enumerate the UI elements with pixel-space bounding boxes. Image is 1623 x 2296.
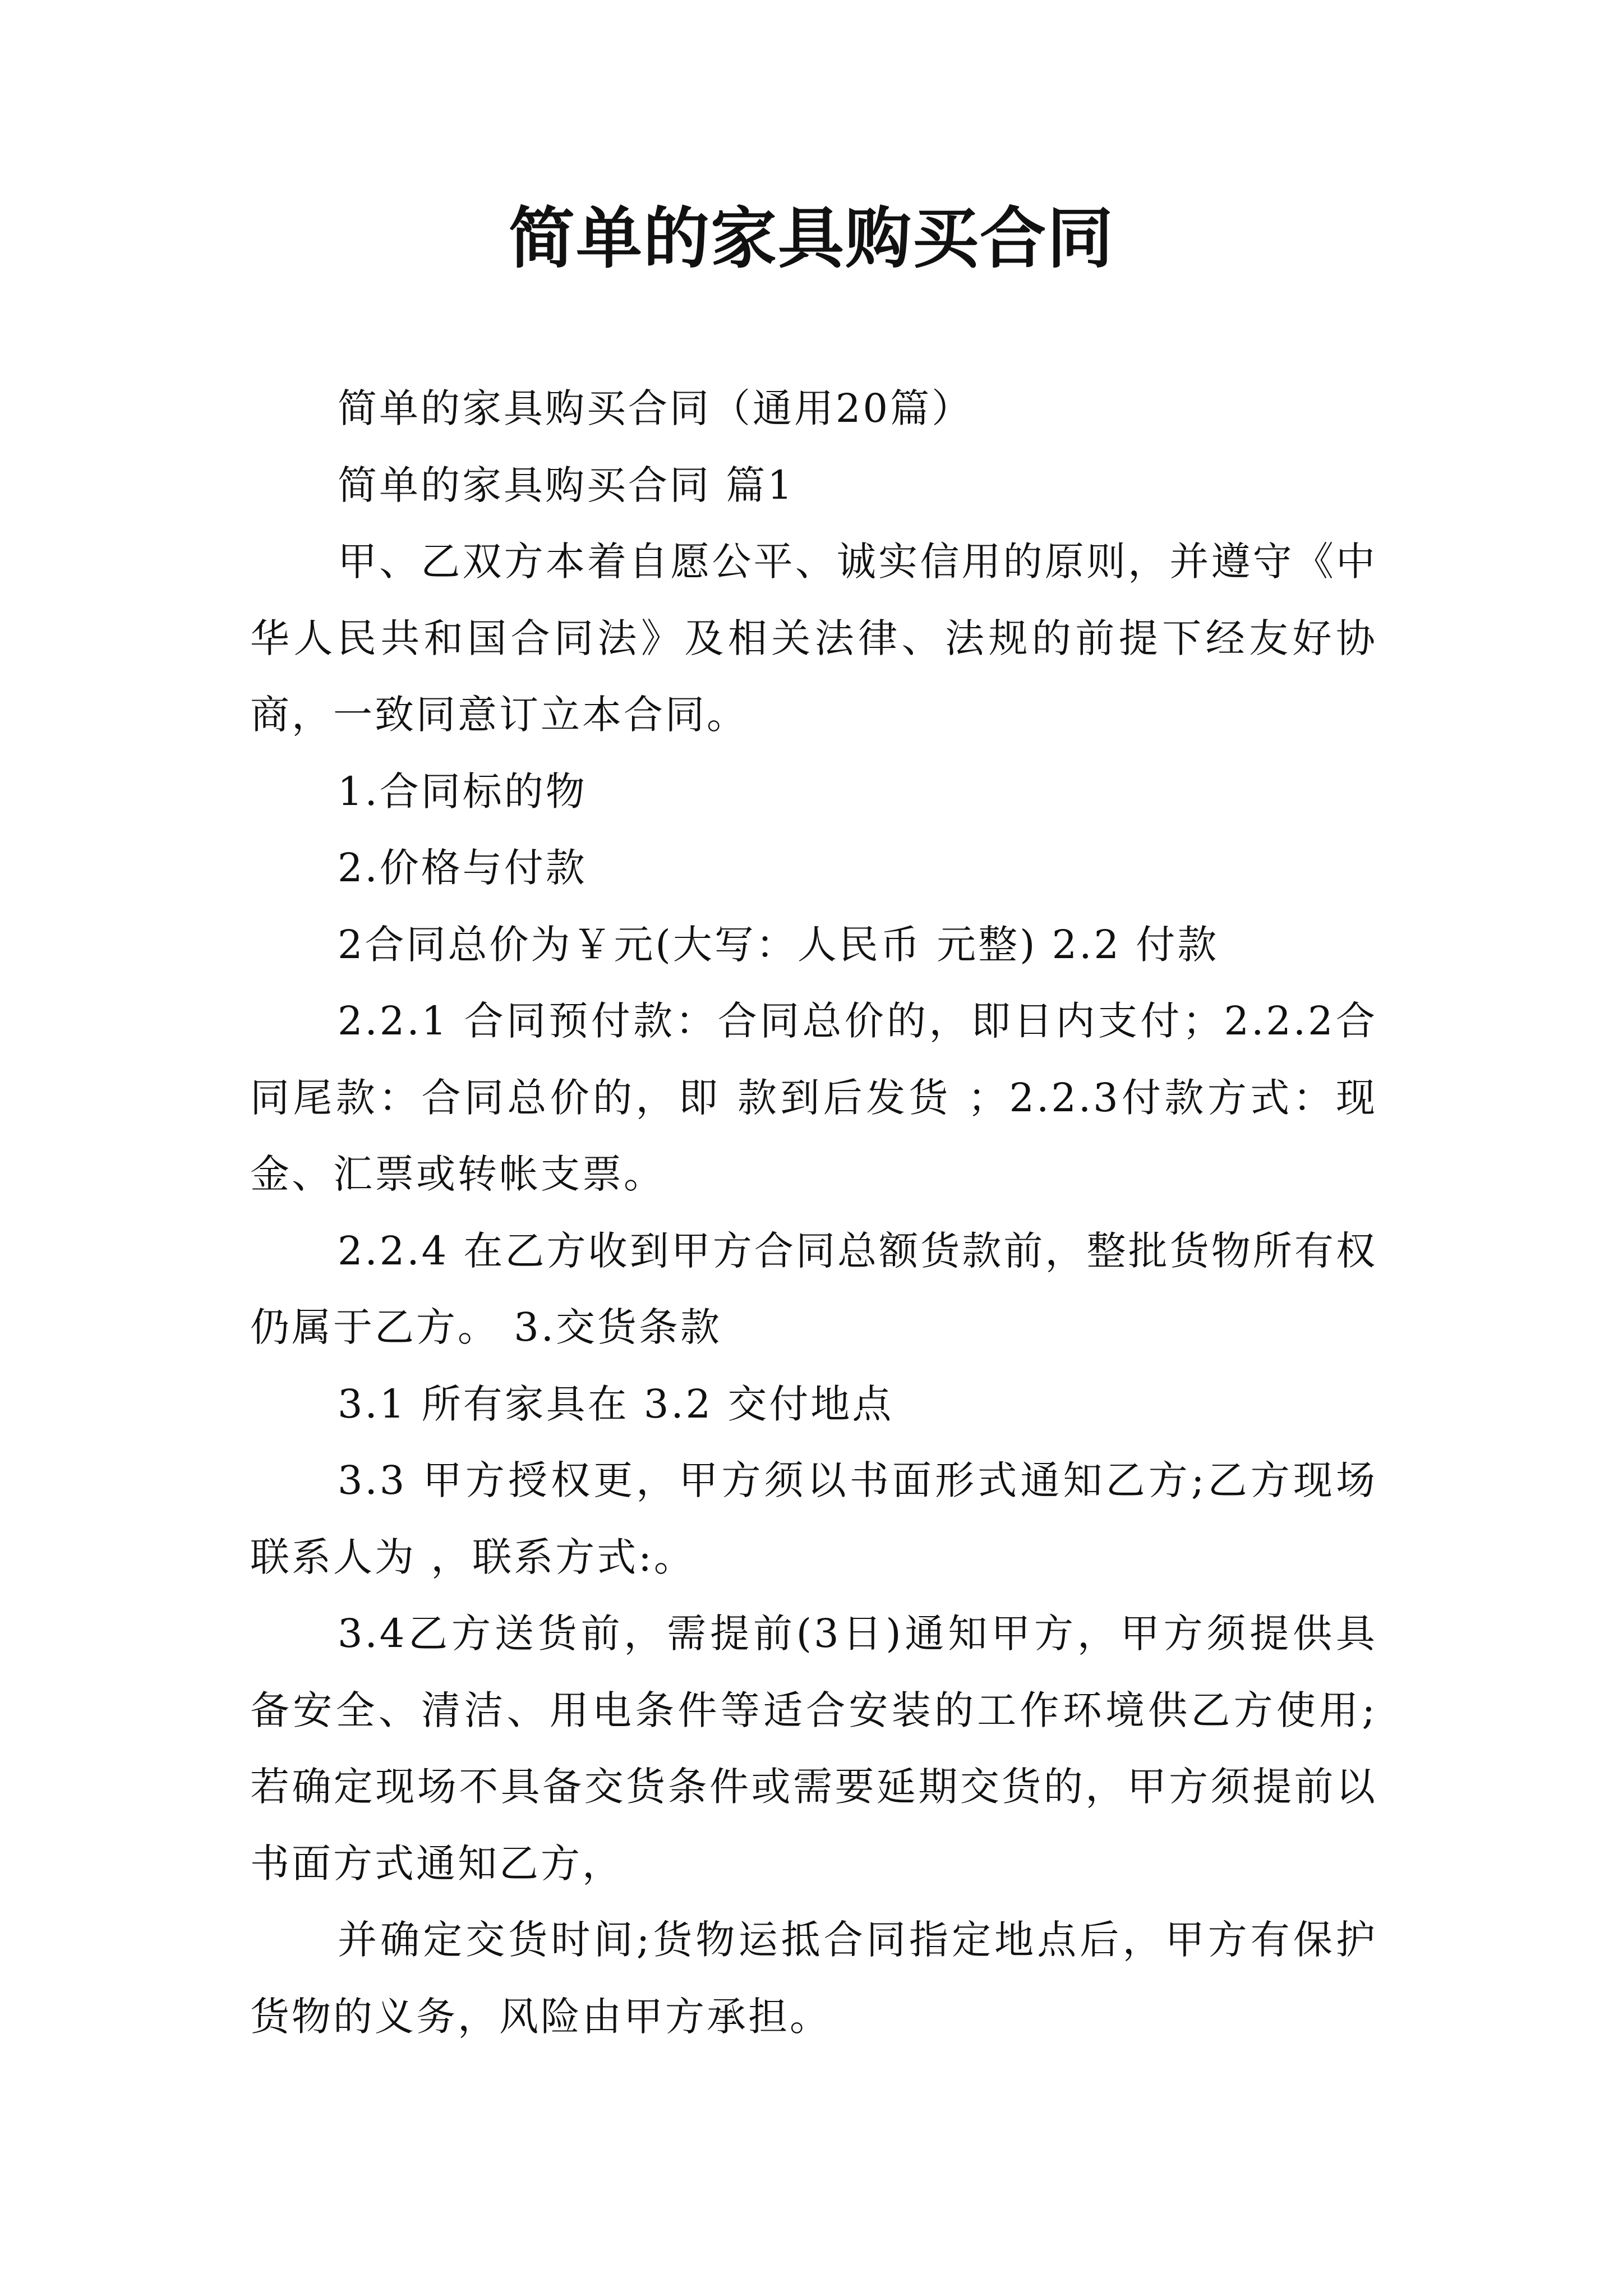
paragraph-chapter-heading: 简单的家具购买合同 篇1: [338, 462, 795, 508]
paragraph-preamble: 甲、乙双方本着自愿公平、诚实信用的原则，并遵守《中华人民共和国合同法》及相关法律、法规的前提下经友好协商，一致同意订立本合同。: [250, 539, 1377, 738]
paragraph-clause-2-2-4: 2.2.4 在乙方收到甲方合同总额货款前，整批货物所有权仍属于乙方。 3.交货条款: [250, 1227, 1377, 1350]
paragraph-clause-2-2-1: 2.2.1 合同预付款：合同总价的，即日内支付；2.2.2合同尾款：合同总价的，即 款到后发货 ；2.2.3付款方式：现金、汇票或转帐支票。: [250, 998, 1377, 1197]
paragraph-clause-3-4-cont: 并确定交货时间;货物运抵合同指定地点后，甲方有保护货物的义务，风险由甲方承担。: [250, 1917, 1377, 2040]
paragraph-clause-1: 1.合同标的物: [338, 768, 587, 815]
paragraph-clause-3-4: 3.4乙方送货前，需提前(3日)通知甲方，甲方须提供具备安全、清洁、用电条件等适合安装的工作环境供乙方使用;若确定现场不具备交货条件或需要延期交货的，甲方须提前以书面方式通知乙方，: [250, 1611, 1377, 1887]
paragraph-clause-2-1: 2合同总价为￥元(大写：人民币 元整) 2.2 付款: [338, 921, 1219, 968]
paragraph-clause-2: 2.价格与付款: [338, 845, 587, 891]
paragraph-clause-3-1: 3.1 所有家具在 3.2 交付地点: [338, 1381, 894, 1427]
paragraph-subtitle: 简单的家具购买合同（通用20篇）: [338, 385, 974, 431]
paragraph-clause-3-3: 3.3 甲方授权更，甲方须以书面形式通知乙方;乙方现场联系人为 ，联系方式:。: [250, 1457, 1377, 1580]
document-title: 简单的家具购买合同: [508, 199, 1114, 277]
document-body: [250, 370, 1377, 2055]
